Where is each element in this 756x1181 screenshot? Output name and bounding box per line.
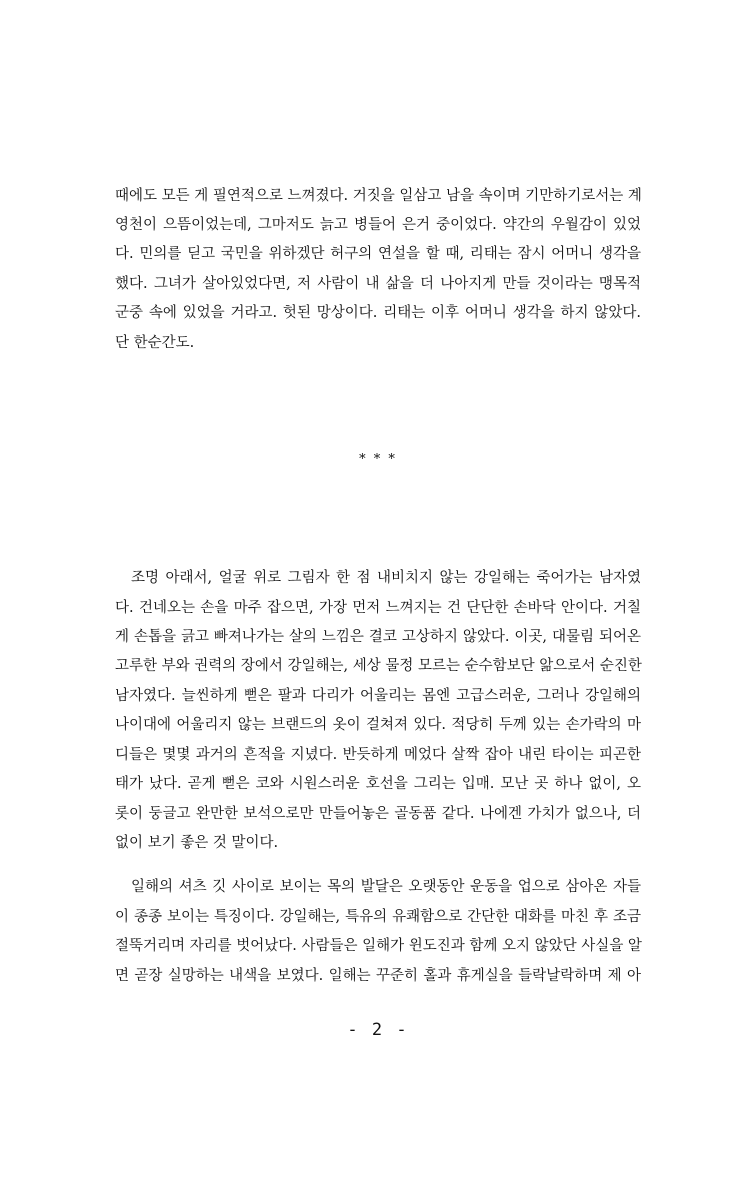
paragraph-2-line-1: 조명 아래서, 얼굴 위로 그림자 한 점 내비치지 않는 강일해는 죽어가는 남자였 [131,570,641,586]
paragraph-2-line-6: 나이대에 어울리지 않는 브랜드의 옷이 걸쳐져 있다. 적당히 두께 있는 손가락의 마 [115,717,641,733]
paragraph-2-line-2: 다. 건네오는 손을 마주 잡으면, 가장 먼저 느껴지는 건 단단한 손바닥 안이다. 거칠 [115,600,641,616]
page-number: - 2 - [347,1020,409,1040]
paragraph-3-line-3: 절뚝거리며 자리를 벗어났다. 사람들은 일해가 윈도진과 함께 오지 않았단 사실을 알 [115,938,642,954]
paragraph-3-line-4: 면 곧장 실망하는 내색을 보였다. 일해는 꾸준히 홀과 휴게실을 들락날락하며 제 아 [115,968,641,984]
paragraph-2-line-4: 고루한 부와 권력의 장에서 강일해는, 세상 물정 모르는 순수함보단 앎으로서 순진한 [115,658,642,674]
paragraph-1-line-1: 때에도 모든 게 필연적으로 느껴졌다. 거짓을 일삼고 남을 속이며 기만하기로서는 계 [115,188,642,204]
paragraph-3-line-1: 일해의 셔츠 깃 사이로 보이는 목의 발달은 오랫동안 운동을 업으로 삼아온 자들 [131,879,641,895]
paragraph-2-line-10: 없이 보기 좋은 것 말이다. [115,835,279,851]
paragraph-1-line-6: 단 한순간도. [115,335,195,351]
paragraph-1-line-4: 했다. 그녀가 살아있었다면, 저 사람이 내 삶을 더 나아지게 만들 것이라는 맹목적 [115,276,641,292]
paragraph-2-line-5: 남자였다. 늘씬하게 뻗은 팔과 다리가 어울리는 몸엔 고급스러운, 그러나 강일해의 [115,688,641,704]
paragraph-2-line-8: 태가 났다. 곧게 뻗은 코와 시원스러운 호선을 그리는 입매. 모난 곳 하나 없이, 오 [115,776,641,792]
paragraph-2-line-3: 게 손톱을 긁고 빠져나가는 살의 느낌은 결코 고상하지 않았다. 이곳, 대물림 되어온 [115,629,641,645]
paragraph-3-line-2: 이 종종 보이는 특징이다. 강일해는, 특유의 유쾌함으로 간단한 대화를 마친 후 조금 [115,909,641,925]
paragraph-1-line-2: 영천이 으뜸이었는데, 그마저도 늙고 병들어 은거 중이었다. 약간의 우월감이 있었 [115,217,641,233]
paragraph-2-line-9: 롯이 둥글고 완만한 보석으로만 만들어놓은 골동품 같다. 나에겐 가치가 없으나, 더 [115,806,641,822]
paragraph-1-line-3: 다. 민의를 딛고 국민을 위하겠단 허구의 연설을 할 때, 리태는 잠시 어머니 생각을 [115,246,641,262]
paragraph-1-line-5: 군중 속에 있었을 거라고. 헛된 망상이다. 리태는 이후 어머니 생각을 하지 않았다. [115,305,641,321]
scene-separator: * * * [359,452,397,467]
paragraph-2-line-7: 디들은 몇몇 과거의 흔적을 지녔다. 반듯하게 메었다 살짝 잡아 내린 타이는 피곤한 [115,747,641,763]
